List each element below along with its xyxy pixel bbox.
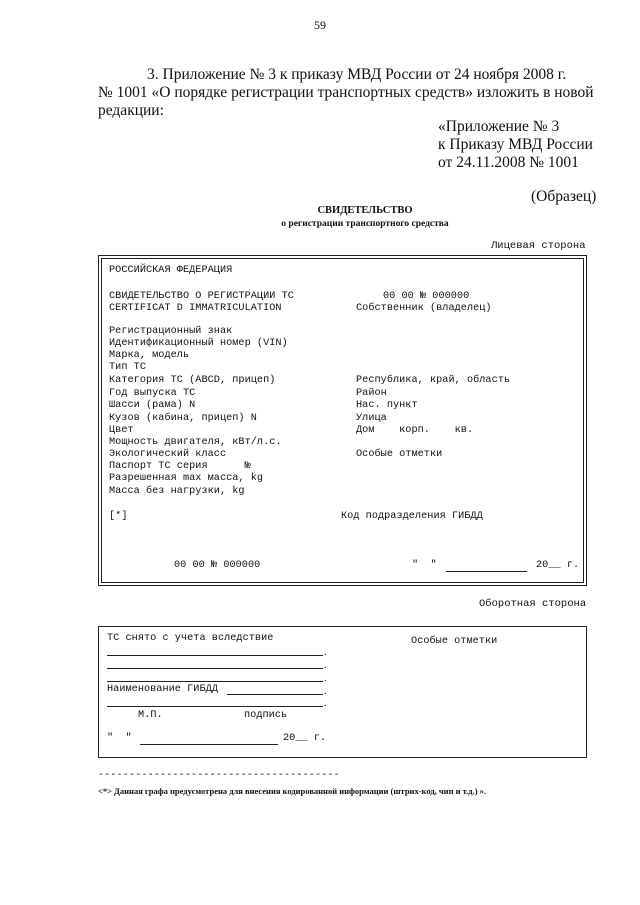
intro-line-2: № 1001 «О порядке регистрации транспортных средств» изложить в новой [98, 84, 594, 101]
back-side-label: Оборотная сторона [479, 598, 587, 610]
country-name: РОССИЙСКАЯ ФЕДЕРАЦИЯ [109, 265, 233, 276]
reason-line-2 [107, 668, 323, 669]
deregistered-label: ТС снято с учета вследствие [107, 633, 274, 644]
certificate-title: СВИДЕТЕЛЬСТВО [317, 205, 413, 216]
gibdd-name-dot: . [324, 686, 327, 697]
doc-title-ru: СВИДЕТЕЛЬСТВО О РЕГИСТРАЦИИ ТС [109, 291, 294, 302]
footnote-text: <*> Данная графа предусмотрена для внесения кодированной информации (штрих-код, чип и т.д.) ». [98, 786, 487, 796]
field-district: Район [356, 388, 387, 399]
field-street: Улица [356, 413, 387, 424]
field-unladen-mass: Масса без нагрузки, kg [109, 486, 245, 497]
field-eco-class: Экологический класс [109, 449, 227, 460]
certificate-subtitle: о регистрации транспортного средства [281, 219, 449, 229]
front-date-line [446, 571, 527, 572]
certificate-number: 00 00 № 000000 [383, 291, 470, 302]
gibdd-name-label: Наименование ГИБДД [107, 684, 218, 695]
field-year: Год выпуска ТС [109, 388, 196, 399]
appendix-line-1: «Приложение № 3 [438, 118, 560, 135]
back-date-year: 20__ г. [283, 733, 327, 744]
field-reg-plate: Регистрационный знак [109, 326, 233, 337]
field-engine-power: Мощность двигателя, кВт/л.с. [109, 437, 282, 448]
back-date-line [140, 744, 278, 745]
gibdd-code-label: Код подразделения ГИБДД [341, 511, 483, 522]
stamp-label: М.П. [138, 710, 163, 721]
field-passport: Паспорт ТС серия № [109, 461, 251, 472]
footnote-separator: --------------------------------------- [98, 770, 340, 781]
field-house: Дом корп. кв. [356, 425, 474, 436]
gibdd-name-line-2 [107, 706, 323, 707]
gibdd-name-line [227, 694, 323, 695]
field-color: Цвет [109, 425, 134, 436]
page-number: 59 [314, 18, 326, 32]
doc-title-fr: CERTIFICAT D IMMATRICULATION [109, 303, 282, 314]
reason-line-1 [107, 655, 323, 656]
front-date-quotes: " " [412, 560, 437, 571]
field-vin: Идентификационный номер (VIN) [109, 338, 288, 349]
appendix-line-2: к Приказу МВД России [438, 136, 593, 153]
footnote-marker: [*] [109, 511, 128, 522]
owner-label: Собственник (владелец) [356, 303, 492, 314]
front-side-label: Лицевая сторона [491, 240, 586, 252]
field-chassis: Шасси (рама) N [109, 400, 196, 411]
field-max-mass: Разрешенная max масса, kg [109, 473, 264, 484]
intro-line-3: редакции: [98, 102, 164, 119]
field-region: Республика, край, область [356, 375, 511, 386]
front-date-year: 20__ г. [536, 560, 580, 571]
signature-label: подпись [244, 710, 288, 721]
field-settlement: Нас. пункт [356, 400, 418, 411]
bottom-number: 00 00 № 000000 [174, 560, 261, 571]
reason-line-3 [107, 681, 323, 682]
appendix-line-3: от 24.11.2008 № 1001 [438, 154, 579, 171]
field-make-model: Марка, модель [109, 350, 190, 361]
field-category: Категория ТС (ABCD, прицеп) [109, 375, 276, 386]
gibdd-name-line-2-dot: . [324, 698, 327, 709]
reason-line-3-dot: . [324, 673, 327, 684]
reason-line-2-dot: . [324, 660, 327, 671]
back-date-quotes: " " [107, 733, 132, 744]
back-special-marks: Особые отметки [411, 636, 498, 647]
front-special-marks: Особые отметки [356, 449, 443, 460]
intro-line-1: 3. Приложение № 3 к приказу МВД России от 24 ноября 2008 г. [147, 66, 567, 83]
reason-line-1-dot: . [324, 647, 327, 658]
sample-label: (Образец) [531, 188, 597, 205]
field-body: Кузов (кабина, прицеп) N [109, 413, 257, 424]
field-vehicle-type: Тип ТС [109, 362, 146, 373]
